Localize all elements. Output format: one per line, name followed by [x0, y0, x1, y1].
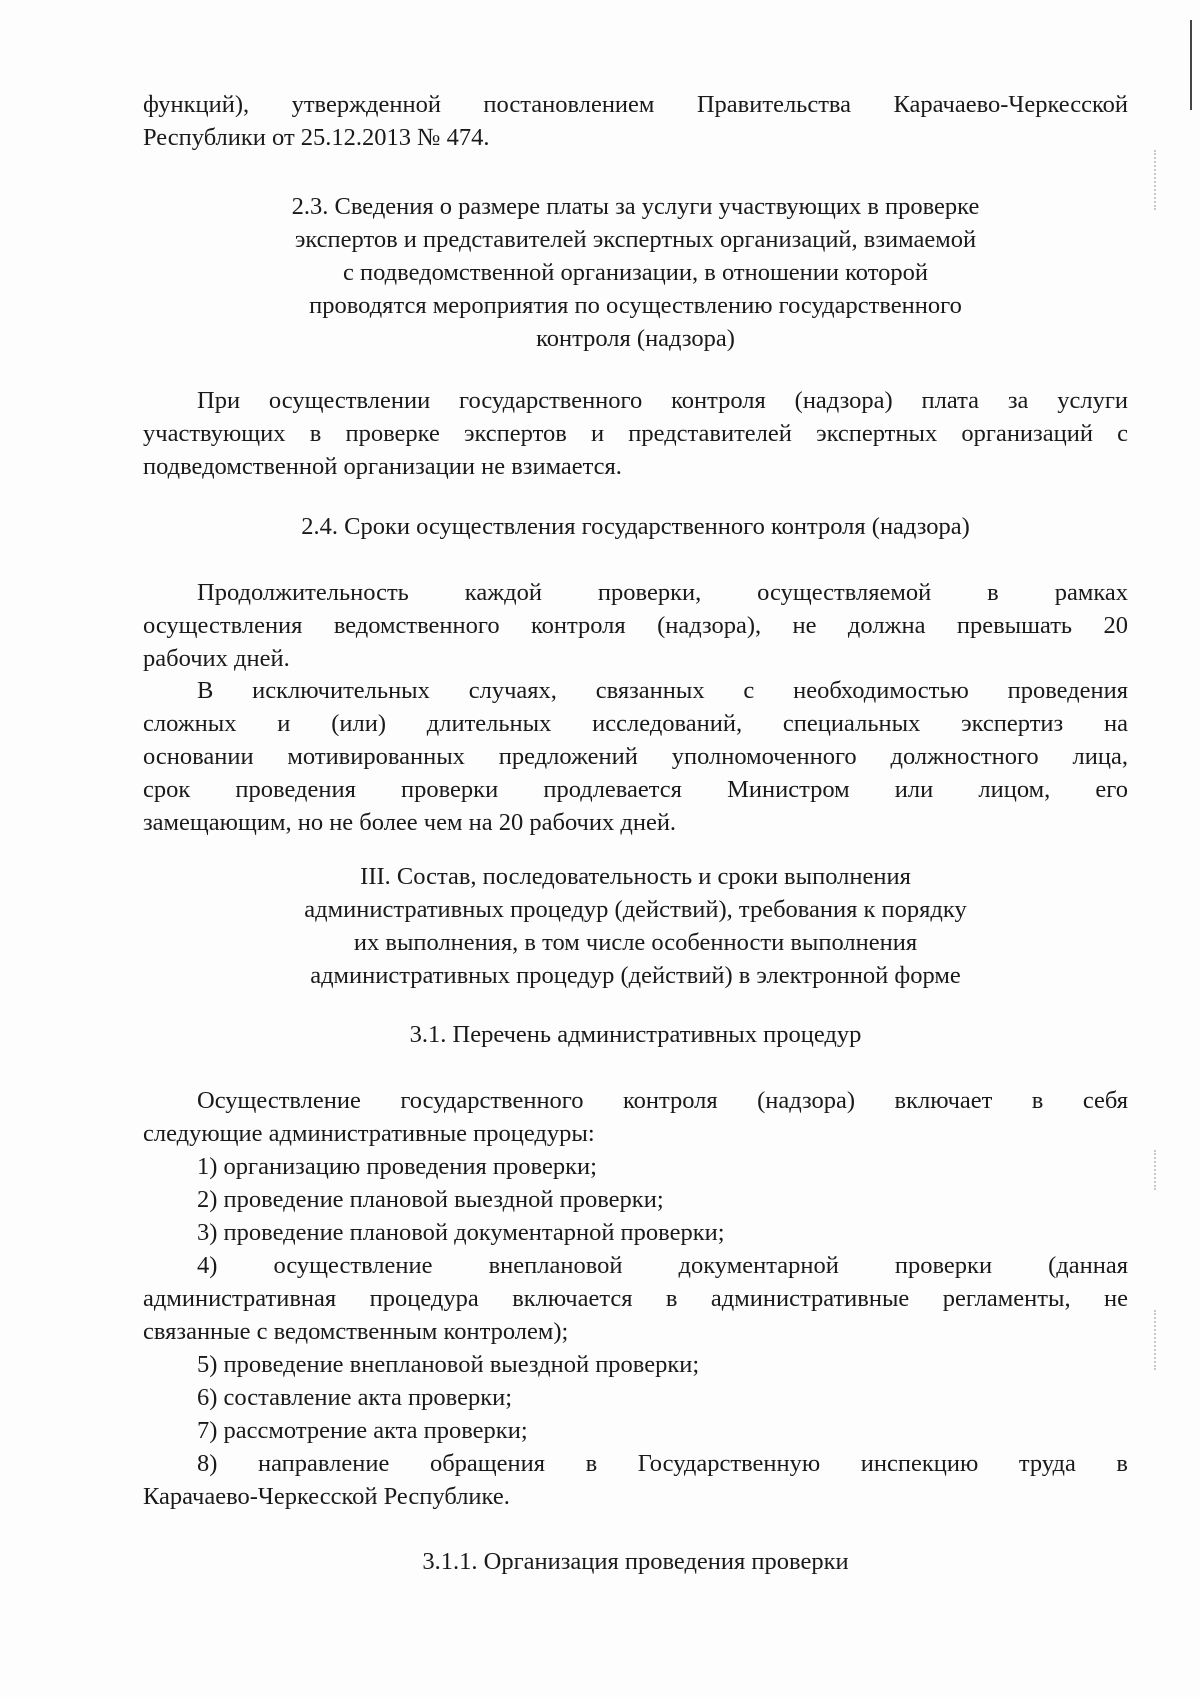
list-item: 7) рассмотрение акта проверки; — [197, 1417, 528, 1444]
heading-line: административных процедур (действий) в электронной форме — [310, 962, 961, 989]
heading-line: проводятся мероприятия по осуществлению государственного — [309, 292, 962, 319]
scan-noise — [1154, 1150, 1170, 1190]
text-line: замещающим, но не более чем на 20 рабочих дней. — [143, 809, 677, 836]
list-item-line: административная процедура включается в административные регламенты, не — [143, 1285, 1128, 1312]
text-line: Продолжительность каждой проверки, осуществляемой в рамках — [197, 579, 1128, 606]
procedure-list-item-4 — [143, 1249, 1128, 1348]
heading-line: их выполнения, в том числе особенности выполнения — [353, 929, 918, 956]
section-3-1-intro — [143, 1084, 1128, 1150]
list-item: 5) проведение внеплановой выездной проверки; — [197, 1351, 700, 1378]
text-line: участвующих в проверке экспертов и представителей экспертных организаций с — [143, 420, 1128, 447]
procedure-list-part-1 — [143, 1150, 1128, 1249]
scan-noise — [1154, 1310, 1170, 1370]
procedure-list-item-8 — [143, 1447, 1128, 1513]
list-item: 3) проведение плановой документарной проверки; — [197, 1219, 725, 1246]
text-line: В исключительных случаях, связанных с необходимостью проведения — [197, 677, 1128, 704]
text-line: подведомственной организации не взимается. — [143, 453, 622, 480]
section-2-4-paragraph-1 — [143, 576, 1128, 675]
scan-edge-line — [1190, 20, 1192, 110]
text-line: Республики от 25.12.2013 № 474. — [143, 124, 490, 151]
heading-line: административных процедур (действий), требования к порядку — [304, 896, 967, 923]
scan-noise — [1154, 150, 1170, 210]
section-2-4-heading — [143, 510, 1128, 543]
section-2-4-paragraph-2 — [143, 674, 1128, 839]
heading-line: III. Состав, последовательность и сроки выполнения — [360, 863, 911, 890]
list-item-line: Карачаево-Черкесской Республике. — [143, 1483, 510, 1510]
list-item: 1) организацию проведения проверки; — [197, 1153, 597, 1180]
heading-line: контроля (надзора) — [536, 325, 735, 352]
section-2-3-paragraph — [143, 384, 1128, 483]
list-item: 2) проведение плановой выездной проверки; — [197, 1186, 664, 1213]
text-line: основании мотивированных предложений уполномоченного должностного лица, — [143, 743, 1128, 770]
heading-line: с подведомственной организации, в отношении которой — [343, 259, 928, 286]
section-2-3-heading — [143, 190, 1128, 355]
heading-line: 2.4. Сроки осуществления государственного контроля (надзора) — [301, 513, 970, 540]
text-line: осуществления ведомственного контроля (надзора), не должна превышать 20 — [143, 612, 1128, 639]
text-line: При осуществлении государственного контроля (надзора) плата за услуги — [197, 387, 1128, 414]
heading-line: 3.1. Перечень административных процедур — [409, 1021, 862, 1048]
list-item-line: 4) осуществление внеплановой документарной проверки (данная — [197, 1252, 1128, 1279]
list-item: 6) составление акта проверки; — [197, 1384, 513, 1411]
list-item-line: связанные с ведомственным контролем); — [143, 1318, 569, 1345]
heading-line: 3.1.1. Организация проведения проверки — [422, 1548, 849, 1575]
section-3-1-1-heading — [143, 1545, 1128, 1578]
heading-line: 2.3. Сведения о размере платы за услуги участвующих в проверке — [291, 193, 980, 220]
procedure-list-part-2 — [143, 1348, 1128, 1447]
text-line: следующие административные процедуры: — [143, 1120, 595, 1147]
list-item-line: 8) направление обращения в Государственную инспекцию труда в — [197, 1450, 1128, 1477]
text-line: сложных и (или) длительных исследований, специальных экспертиз на — [143, 710, 1128, 737]
section-3-1-heading — [143, 1018, 1128, 1051]
text-line: Осуществление государственного контроля (надзора) включает в себя — [197, 1087, 1128, 1114]
heading-line: экспертов и представителей экспертных организаций, взимаемой — [294, 226, 977, 253]
text-line: срок проведения проверки продлевается Министром или лицом, его — [143, 776, 1128, 803]
section-3-heading — [143, 860, 1128, 992]
text-line: функций), утвержденной постановлением Правительства Карачаево-Черкесской — [143, 91, 1128, 118]
intro-paragraph — [143, 88, 1128, 154]
text-line: рабочих дней. — [143, 645, 290, 672]
